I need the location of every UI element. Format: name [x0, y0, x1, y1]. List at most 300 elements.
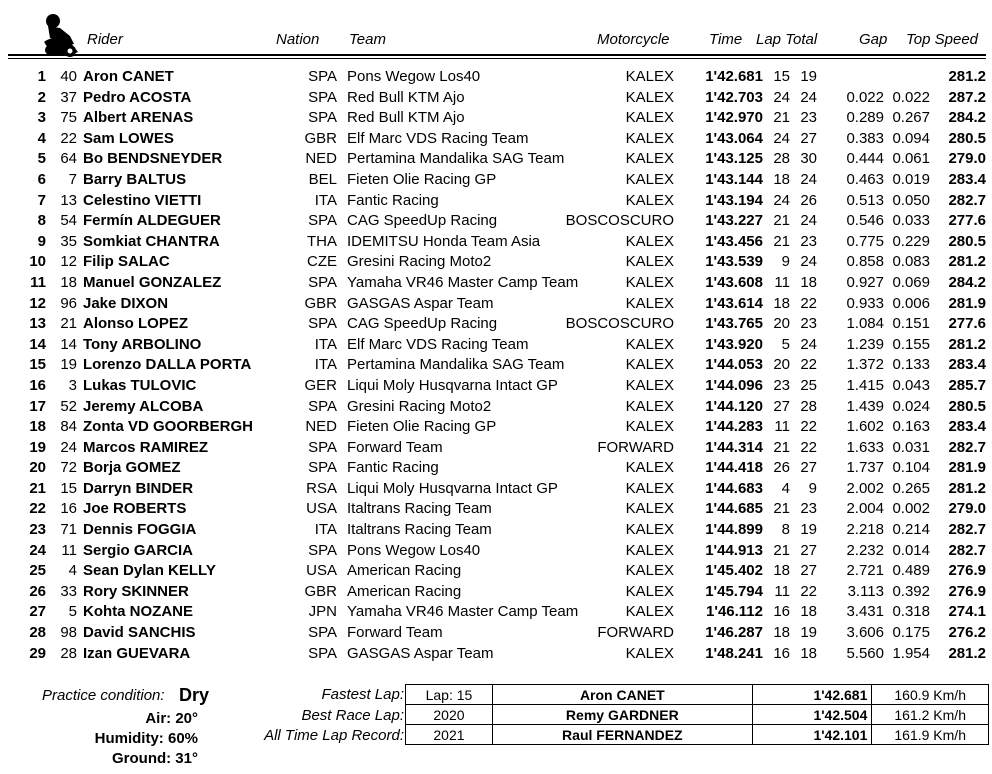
gap-first: 1.439 [846, 397, 884, 415]
rider-name: Fermín ALDEGUER [83, 212, 221, 230]
rider-number: 5 [68, 603, 77, 621]
rider-number: 15 [60, 479, 77, 497]
table-row [0, 148, 992, 169]
gap-first: 0.513 [846, 191, 884, 209]
nation: THA [307, 232, 337, 250]
rider-name: Borja GOMEZ [83, 459, 181, 477]
rider-number: 19 [60, 356, 77, 374]
lap-time: 1'42.681 [705, 68, 763, 85]
team: Fieten Olie Racing GP [347, 170, 497, 188]
gap-previous: 0.006 [892, 294, 930, 312]
nation: CZE [307, 253, 337, 271]
table-row [0, 313, 992, 334]
gap-previous: 0.024 [892, 397, 930, 415]
position: 29 [29, 644, 46, 662]
top-speed: 282.7 [948, 438, 986, 456]
team: Pertamina Mandalika SAG Team [347, 150, 565, 168]
header-rider: Rider [87, 31, 123, 48]
rider-number: 75 [60, 109, 77, 127]
lap-time: 1'45.794 [705, 582, 763, 600]
rider-name: David SANCHIS [83, 624, 196, 642]
total-laps: 19 [800, 624, 817, 642]
motorcycle: KALEX [625, 294, 674, 312]
nation: BEL [308, 170, 337, 188]
record-row [406, 725, 989, 745]
team: GASGAS Aspar Team [347, 644, 494, 662]
gap-first: 0.463 [846, 170, 884, 188]
nation: GBR [304, 129, 337, 147]
nation: SPA [308, 109, 337, 127]
rider-name: Darryn BINDER [83, 479, 194, 497]
table-row [0, 107, 992, 128]
motorcycle: KALEX [625, 191, 674, 209]
nation: SPA [308, 438, 337, 456]
nation: USA [306, 500, 337, 518]
motorcycle: KALEX [625, 88, 674, 106]
rider-number: 52 [60, 397, 77, 415]
gap-first: 2.721 [846, 562, 884, 580]
lap: 4 [781, 479, 790, 497]
team: Italtrans Racing Team [347, 521, 492, 539]
position: 6 [37, 170, 46, 188]
team: Yamaha VR46 Master Camp Team [347, 603, 579, 621]
lap-time: 1'45.402 [705, 562, 763, 580]
total-laps: 26 [800, 191, 817, 209]
team: Pons Wegow Los40 [347, 541, 481, 559]
gap-previous: 0.094 [892, 129, 930, 147]
gap-previous: 0.061 [892, 150, 930, 168]
lap-time: 1'44.283 [705, 418, 763, 436]
nation: SPA [308, 397, 337, 415]
record-lap: Lap: 15 [406, 685, 493, 705]
top-speed: 280.5 [948, 129, 986, 147]
motorcycle: FORWARD [597, 624, 674, 642]
record-time: 1'42.101 [752, 725, 872, 745]
lap-time: 1'44.096 [705, 376, 763, 394]
rider-number: 24 [60, 438, 77, 456]
nation: ITA [314, 191, 337, 209]
team: GASGAS Aspar Team [347, 294, 494, 312]
total-laps: 27 [800, 459, 817, 477]
top-speed: 282.7 [948, 191, 986, 209]
motorcycle: KALEX [625, 479, 674, 497]
motorcycle: KALEX [625, 582, 674, 600]
team: Gresini Racing Moto2 [347, 397, 492, 415]
team: Pons Wegow Los40 [347, 68, 481, 85]
table-row [0, 457, 992, 478]
lap-time: 1'43.194 [705, 191, 763, 209]
position: 18 [29, 418, 46, 436]
header-divider-thin [8, 58, 986, 59]
table-row [0, 251, 992, 272]
total-laps: 22 [800, 582, 817, 600]
table-row [0, 416, 992, 437]
rider-name: Albert ARENAS [83, 109, 194, 127]
lap: 24 [773, 191, 790, 209]
total-laps: 18 [800, 644, 817, 662]
nation: SPA [308, 624, 337, 642]
gap-previous: 0.083 [892, 253, 930, 271]
position: 15 [29, 356, 46, 374]
lap-time: 1'43.064 [705, 129, 763, 147]
gap-previous: 0.163 [892, 418, 930, 436]
footer [0, 684, 992, 774]
lap-time: 1'46.112 [706, 603, 763, 621]
rider-number: 14 [60, 335, 77, 353]
position: 28 [29, 624, 46, 642]
lap-time: 1'44.685 [705, 500, 763, 518]
gap-previous: 0.002 [892, 500, 930, 518]
position: 11 [30, 273, 46, 291]
position: 3 [37, 109, 46, 127]
rider-name: Somkiat CHANTRA [83, 232, 220, 250]
table-row [0, 169, 992, 190]
header-lap-total: Lap Total [756, 31, 818, 48]
record-speed: 161.9 Km/h [872, 725, 989, 745]
record-row [406, 705, 989, 725]
top-speed: 280.5 [948, 397, 986, 415]
total-laps: 25 [800, 376, 817, 394]
gap-first: 0.775 [846, 232, 884, 250]
rider-name: Jeremy ALCOBA [83, 397, 204, 415]
rider-name: Zonta VD GOORBERGH [83, 418, 254, 436]
header-time: Time [709, 31, 743, 48]
position: 27 [29, 603, 46, 621]
position: 10 [29, 253, 46, 271]
humidity: Humidity: 60% [94, 730, 198, 747]
lap: 11 [774, 273, 790, 291]
lap: 28 [773, 150, 790, 168]
lap-time: 1'43.614 [705, 294, 763, 312]
nation: NED [305, 418, 337, 436]
motorcycle: KALEX [625, 376, 674, 394]
lap: 15 [773, 68, 790, 85]
position: 8 [37, 212, 46, 230]
top-speed: 281.2 [948, 253, 986, 271]
rider-name: Tony ARBOLINO [83, 335, 202, 353]
top-speed: 281.2 [948, 68, 986, 85]
all-time-record-label: All Time Lap Record: [264, 727, 404, 744]
rider-number: 4 [68, 562, 77, 580]
team: Fantic Racing [347, 459, 439, 477]
motorcycle: KALEX [625, 170, 674, 188]
lap-time: 1'43.920 [705, 335, 763, 353]
table-row [0, 581, 992, 602]
total-laps: 24 [800, 335, 817, 353]
rider-number: 72 [60, 459, 77, 477]
top-speed: 281.2 [948, 335, 986, 353]
nation: ITA [314, 335, 337, 353]
motorcycle: KALEX [625, 521, 674, 539]
table-row [0, 190, 992, 211]
lap: 26 [773, 459, 790, 477]
team: Gresini Racing Moto2 [347, 253, 492, 271]
nation: SPA [308, 644, 337, 662]
nation: SPA [308, 212, 337, 230]
position: 25 [29, 562, 46, 580]
gap-previous: 0.031 [892, 438, 930, 456]
lap-time: 1'44.899 [705, 521, 763, 539]
rider-name: Joe ROBERTS [83, 500, 187, 518]
motorcycle: KALEX [625, 644, 674, 662]
total-laps: 23 [800, 500, 817, 518]
table-header [0, 0, 992, 60]
total-laps: 22 [800, 418, 817, 436]
rider-number: 96 [60, 294, 77, 312]
gap-previous: 0.019 [892, 170, 930, 188]
rider-name: Rory SKINNER [83, 582, 189, 600]
motorcycle: KALEX [625, 562, 674, 580]
rider-name: Alonso LOPEZ [83, 315, 188, 333]
total-laps: 27 [800, 129, 817, 147]
gap-first: 2.002 [846, 479, 884, 497]
rider-number: 18 [60, 273, 77, 291]
top-speed: 279.0 [948, 500, 986, 518]
position: 21 [29, 479, 46, 497]
position: 26 [29, 582, 46, 600]
lap: 18 [773, 562, 790, 580]
gap-first: 1.084 [846, 315, 884, 333]
nation: SPA [308, 459, 337, 477]
motorcycle-rider-icon [40, 12, 84, 58]
top-speed: 282.7 [948, 541, 986, 559]
table-row [0, 354, 992, 375]
gap-previous: 0.033 [892, 212, 930, 230]
lap: 21 [773, 500, 790, 518]
top-speed: 283.4 [948, 418, 986, 436]
nation: SPA [308, 541, 337, 559]
lap: 20 [773, 356, 790, 374]
nation: USA [306, 562, 337, 580]
gap-previous: 0.022 [892, 88, 930, 106]
table-row [0, 396, 992, 417]
records-table [405, 684, 989, 745]
top-speed: 277.6 [948, 315, 986, 333]
nation: ITA [314, 521, 337, 539]
top-speed: 276.9 [948, 582, 986, 600]
top-speed: 287.2 [948, 88, 986, 106]
nation: RSA [306, 479, 337, 497]
position: 17 [29, 397, 46, 415]
total-laps: 22 [800, 356, 817, 374]
gap-previous: 0.175 [892, 624, 930, 642]
table-row [0, 437, 992, 458]
lap-time: 1'48.241 [705, 644, 763, 662]
motorcycle: KALEX [625, 603, 674, 621]
gap-first: 2.218 [846, 521, 884, 539]
table-row [0, 560, 992, 581]
gap-previous: 0.265 [892, 479, 930, 497]
lap-time: 1'42.703 [705, 88, 763, 106]
table-row [0, 334, 992, 355]
record-speed: 161.2 Km/h [872, 705, 989, 725]
gap-first: 3.606 [846, 624, 884, 642]
top-speed: 283.4 [948, 170, 986, 188]
rider-number: 33 [60, 582, 77, 600]
total-laps: 19 [800, 68, 817, 85]
gap-first: 0.933 [846, 294, 884, 312]
gap-first: 1.239 [846, 335, 884, 353]
gap-first: 2.004 [846, 500, 884, 518]
position: 4 [37, 129, 46, 147]
gap-previous: 0.214 [892, 521, 930, 539]
motorcycle: KALEX [625, 500, 674, 518]
rider-name: Kohta NOZANE [83, 603, 193, 621]
position: 2 [37, 88, 46, 106]
top-speed: 284.2 [948, 109, 986, 127]
gap-previous: 1.954 [892, 644, 930, 662]
top-speed: 284.2 [948, 273, 986, 291]
motorcycle: KALEX [625, 459, 674, 477]
table-row [0, 519, 992, 540]
rider-name: Marcos RAMIREZ [83, 438, 209, 456]
motorcycle: BOSCOSCURO [565, 315, 674, 333]
header-motorcycle: Motorcycle [597, 31, 670, 48]
top-speed: 274.1 [948, 603, 986, 621]
rider-name: Manuel GONZALEZ [83, 273, 222, 291]
total-laps: 23 [800, 109, 817, 127]
lap: 16 [773, 644, 790, 662]
lap: 18 [773, 170, 790, 188]
rider-number: 54 [60, 212, 77, 230]
lap: 23 [773, 376, 790, 394]
gap-previous: 0.069 [892, 273, 930, 291]
motorcycle: KALEX [625, 150, 674, 168]
gap-previous: 0.267 [892, 109, 930, 127]
lap-time: 1'43.227 [705, 212, 763, 230]
team: IDEMITSU Honda Team Asia [347, 232, 541, 250]
header-team: Team [349, 31, 386, 48]
lap: 21 [773, 541, 790, 559]
gap-first: 0.444 [846, 150, 884, 168]
lap: 21 [773, 232, 790, 250]
gap-first: 1.415 [846, 376, 884, 394]
top-speed: 281.9 [948, 459, 986, 477]
total-laps: 18 [800, 273, 817, 291]
header-gap: Gap [859, 31, 888, 48]
gap-first: 0.289 [846, 109, 884, 127]
table-row [0, 498, 992, 519]
table-row [0, 540, 992, 561]
total-laps: 19 [800, 521, 817, 539]
results-table [0, 66, 992, 663]
gap-previous: 0.104 [892, 459, 930, 477]
total-laps: 24 [800, 88, 817, 106]
top-speed: 285.7 [948, 376, 986, 394]
top-speed: 282.7 [948, 521, 986, 539]
gap-previous: 0.133 [892, 356, 930, 374]
position: 20 [29, 459, 46, 477]
rider-number: 22 [60, 129, 77, 147]
top-speed: 277.6 [948, 212, 986, 230]
motorcycle: KALEX [625, 335, 674, 353]
air-temp: Air: 20° [145, 710, 198, 727]
total-laps: 24 [800, 212, 817, 230]
lap: 8 [781, 521, 790, 539]
position: 22 [29, 500, 46, 518]
lap-time: 1'44.314 [705, 438, 763, 456]
lap-time: 1'44.683 [705, 479, 763, 497]
lap-time: 1'42.970 [705, 109, 763, 127]
top-speed: 276.9 [948, 562, 986, 580]
gap-previous: 0.050 [892, 191, 930, 209]
rider-number: 98 [60, 624, 77, 642]
motorcycle: KALEX [625, 356, 674, 374]
nation: SPA [308, 273, 337, 291]
motorcycle: KALEX [625, 232, 674, 250]
rider-number: 64 [60, 150, 77, 168]
nation: GBR [304, 582, 337, 600]
motorcycle: KALEX [625, 541, 674, 559]
gap-first: 0.858 [846, 253, 884, 271]
motorcycle: KALEX [625, 68, 674, 85]
table-row [0, 231, 992, 252]
record-rider: Aron CANET [492, 685, 752, 705]
lap: 18 [773, 624, 790, 642]
header-divider [8, 54, 986, 56]
nation: NED [305, 150, 337, 168]
position: 13 [29, 315, 46, 333]
position: 12 [29, 294, 46, 312]
record-year: 2021 [406, 725, 493, 745]
team: Red Bull KTM Ajo [347, 88, 465, 106]
position: 24 [29, 541, 46, 559]
position: 16 [29, 376, 46, 394]
gap-first: 1.633 [846, 438, 884, 456]
table-row [0, 601, 992, 622]
total-laps: 23 [800, 232, 817, 250]
table-row [0, 643, 992, 664]
rider-number: 84 [60, 418, 77, 436]
lap: 18 [773, 294, 790, 312]
motorcycle: KALEX [625, 273, 674, 291]
gap-first: 3.113 [847, 582, 884, 600]
rider-name: Bo BENDSNEYDER [83, 150, 223, 168]
gap-first: 1.602 [846, 418, 884, 436]
top-speed: 281.2 [948, 479, 986, 497]
team: CAG SpeedUp Racing [347, 212, 498, 230]
rider-name: Celestino VIETTI [83, 191, 202, 209]
table-row [0, 128, 992, 149]
rider-name: Barry BALTUS [83, 170, 187, 188]
lap-time: 1'43.456 [705, 232, 763, 250]
motorcycle: KALEX [625, 397, 674, 415]
rider-name: Aron CANET [83, 68, 174, 85]
gap-previous: 0.489 [892, 562, 930, 580]
team: Pertamina Mandalika SAG Team [347, 356, 565, 374]
table-row [0, 622, 992, 643]
total-laps: 22 [800, 294, 817, 312]
rider-number: 40 [60, 68, 77, 85]
motorcycle: KALEX [625, 129, 674, 147]
lap-time: 1'43.765 [705, 315, 763, 333]
rider-name: Sergio GARCIA [83, 541, 194, 559]
best-race-lap-label: Best Race Lap: [301, 707, 404, 724]
team: Elf Marc VDS Racing Team [347, 129, 529, 147]
rider-number: 3 [68, 376, 77, 394]
rider-name: Izan GUEVARA [83, 644, 191, 662]
lap: 9 [781, 253, 790, 271]
lap: 11 [774, 582, 790, 600]
record-rider: Raul FERNANDEZ [492, 725, 752, 745]
gap-first: 2.232 [846, 541, 884, 559]
lap-time: 1'44.913 [705, 541, 763, 559]
gap-previous: 0.229 [892, 232, 930, 250]
motorcycle: KALEX [625, 418, 674, 436]
lap-time: 1'43.144 [705, 170, 763, 188]
top-speed: 283.4 [948, 356, 986, 374]
practice-condition-label: Practice condition: [42, 687, 165, 704]
